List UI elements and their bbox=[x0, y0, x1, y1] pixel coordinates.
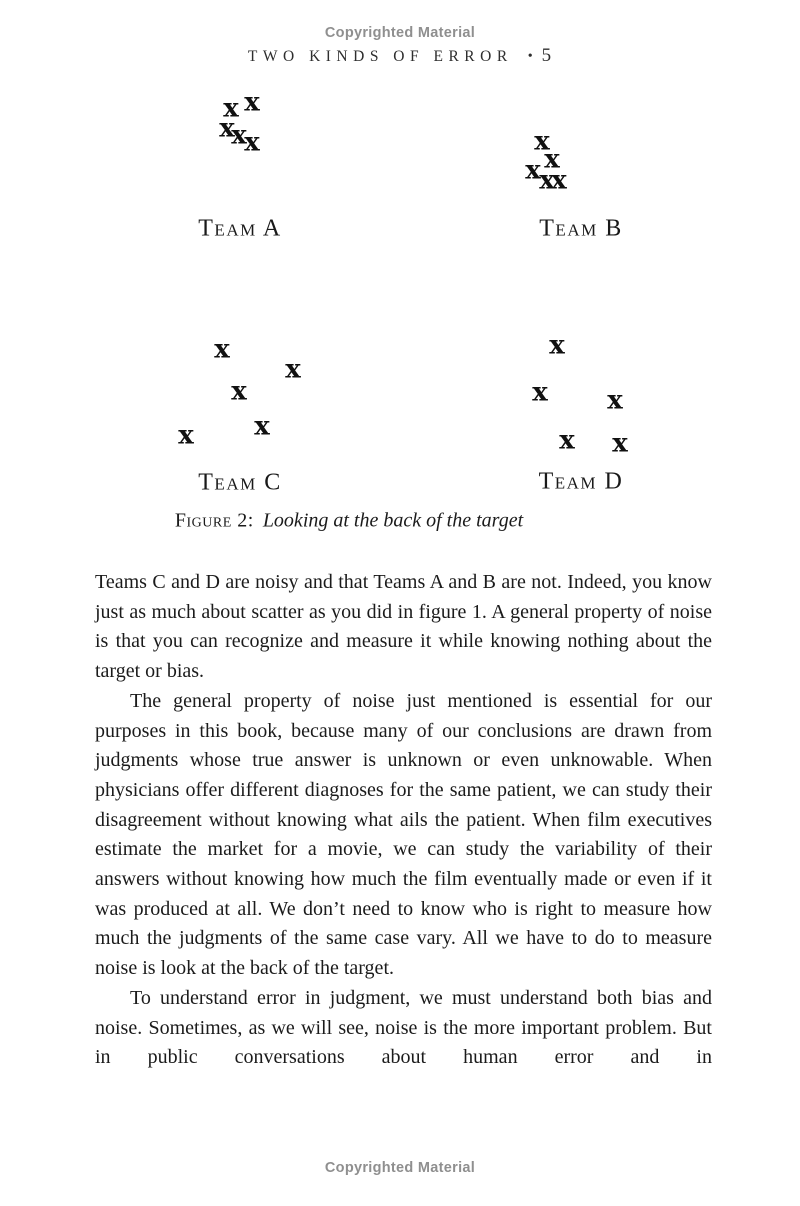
scatter-x-mark-team-a: x bbox=[244, 127, 260, 158]
scatter-x-mark-team-a: x bbox=[244, 87, 260, 118]
body-paragraph: Teams C and D are noisy and that Teams A and B are not. Indeed, you know just as much about scatter as you did in figure 1. A general property of noise is that you can recognize and measure it while knowing nothing about the target or bias. bbox=[95, 571, 712, 683]
scatter-x-mark-team-b: x bbox=[551, 165, 567, 196]
scatter-x-mark-team-d: x bbox=[549, 330, 565, 361]
scatter-x-mark-team-c: x bbox=[285, 354, 301, 385]
scatter-x-mark-team-d: x bbox=[607, 385, 623, 416]
scatter-x-mark-team-d: x bbox=[532, 377, 548, 408]
team-label-d: Team D bbox=[538, 468, 624, 495]
scatter-x-mark-team-c: x bbox=[231, 376, 247, 407]
copyright-notice-bottom: Copyrighted Material bbox=[324, 1160, 476, 1176]
scatter-x-mark-team-c: x bbox=[178, 420, 194, 451]
figure-caption-label: Figure 2: bbox=[174, 509, 254, 532]
team-label-c: Team C bbox=[198, 469, 282, 496]
scatter-x-mark-team-c: x bbox=[254, 411, 270, 442]
body-text bbox=[95, 568, 712, 1073]
scatter-x-mark-team-a: x bbox=[219, 113, 235, 144]
bullet-separator-icon: • bbox=[527, 49, 533, 64]
scatter-x-mark-team-c: x bbox=[214, 334, 230, 365]
scatter-x-mark-team-a: x bbox=[231, 120, 247, 151]
page-number: 5 bbox=[541, 45, 553, 66]
figure-2-scatter bbox=[0, 0, 800, 560]
scatter-x-mark-team-b: x bbox=[539, 165, 555, 196]
body-paragraph: The general property of noise just mentioned is essential for our purposes in this book, because many of our conclusions are drawn from judgments whose true answer is unknown or even unknowable. When physicians offer different diagnoses for the same patient, we can study their disagreement without knowing what ails the patient. When film executives estimate the market for a movie, we can study the variability of their answers without knowing how much the film eventually made or even if it was produced at all. We don’t need to know who is right to measure how much the judgments of the same case vary. All we have to do to measure noise is look at the back of the target. bbox=[95, 689, 712, 980]
figure-caption-text: Looking at the back of the target bbox=[262, 509, 524, 532]
team-label-a: Team A bbox=[198, 215, 282, 242]
chapter-title: TWO KINDS OF ERROR bbox=[247, 48, 513, 65]
scatter-x-mark-team-b: x bbox=[544, 144, 560, 175]
copyright-notice-top: Copyrighted Material bbox=[324, 25, 476, 41]
scatter-x-mark-team-b: x bbox=[525, 155, 541, 186]
scatter-x-mark-team-d: x bbox=[559, 425, 575, 456]
body-paragraph: To understand error in judgment, we must understand both bias and noise. Sometimes, as we will see, noise is the more important problem. But in public conversations about human error and in bbox=[95, 986, 712, 1069]
scatter-x-mark-team-d: x bbox=[612, 428, 628, 459]
scatter-x-mark-team-b: x bbox=[534, 126, 550, 157]
scatter-x-mark-team-a: x bbox=[223, 93, 239, 124]
figure-caption bbox=[175, 510, 523, 533]
team-label-b: Team B bbox=[539, 215, 623, 242]
